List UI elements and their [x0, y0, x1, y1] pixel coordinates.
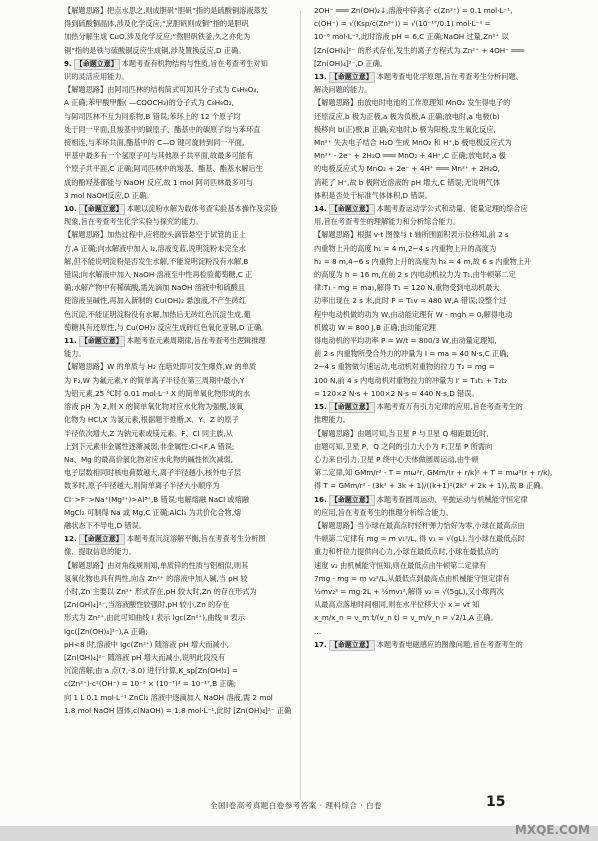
text-line: h₂ = 8 m,4~6 s 内重物上升的高度为 h₃ = 4 m,故 6 s 内重物上升	[314, 256, 532, 266]
text-line: MgCl₂ 可制得 Na 或 Mg,C 正确;AlCl₃ 为共价化合物,熔	[64, 507, 242, 517]
text-line: 重力和杆拉力提供向心力,小球在最低点时,小球在最低点的	[314, 547, 499, 557]
question-9-header	[64, 57, 332, 70]
text-line: 数多时,原子半径越大,则简单离子半径大小顺序为	[64, 481, 220, 491]
text-line: 由题可知,卫星 P、Q 之间的引力大小为 F,卫星 P 所需向	[314, 441, 493, 451]
text-line: 个原子共平面,C 正确;阿司匹林中的羧基、酯基、酯基水解后生	[64, 164, 263, 174]
text-line: 的应用,旨在考查考生的推理分析综合能力。	[314, 507, 453, 517]
question-12-header	[64, 532, 332, 545]
page-number: 15	[486, 794, 506, 810]
question-number: 13.	[314, 72, 327, 82]
text-line: 从最高点落地时间相同,则在水平位移大小 x = vt 知	[314, 600, 480, 610]
text-line: 的高度为 h = 16 m,在前 2 s 内电动机拉力为 T₁,由牛顿第二定	[314, 270, 516, 280]
text-line: ½mv₂² = mg·2L + ½mv₁²,解得 v₂ = √(5gL),又小球两次	[314, 586, 504, 596]
text-line: 得 T = GMm/r² · (3k² + 3k + 1)/((k+1)²(2k² + 2k + 1)),故 B 正确。	[314, 481, 548, 491]
question-15-header	[314, 400, 582, 413]
text-line: [Zn(OH)₄]²⁻,当溶液酸性较强时,pH 较小,Zn 的存在	[64, 600, 230, 610]
tag-label: 【命题立意】	[330, 403, 373, 412]
question-13-header	[314, 70, 582, 83]
text-line: 本题考查沉淀溶解平衡,旨在考查考生分析图	[126, 534, 266, 544]
text-line: 解决问题的能力。	[314, 85, 372, 95]
text-line: A 正确;苯甲酸甲酯( —COOCH₃)的分子式为 C₈H₈O₂,	[64, 98, 234, 108]
text-line: 本题考查万有引力定律的应用,旨在考查考生的	[376, 402, 523, 412]
text-line: 色沉淀,不能证明淀粉没有水解,加热后无砖红色沉淀生成,葡	[64, 309, 251, 319]
text-line: 7mg - mg = m v₂²/L,从最低点到最高点由机械能守恒定律有	[314, 573, 510, 583]
page-footer: 全国Ⅰ卷高考真题白卷参考答案 · 理科综合 · 白卷	[210, 801, 383, 810]
text-line: 【解题思路】当小球在最高点时轻杆弹力恰好为零,小球在最高点由	[314, 520, 525, 530]
text-line: 2OH⁻ ═══ Zn(OH)₂↓,溶液中锌离子 c(Zn²⁺) = 0.1 mol·L⁻¹,	[314, 6, 513, 15]
question-14-header	[314, 202, 582, 215]
text-line: 极移向 b(正)极,B 正确;充电时,b 极为阳极,发生氧化反应,	[314, 124, 496, 134]
text-line: 方,A 正确;向水解液中加入 I₂,溶液变蓝,说明淀粉未完全水	[64, 243, 246, 253]
text-line: 本题以淀粉水解为载体考查实验基本操作及实验	[126, 204, 278, 214]
text-line: Mn²⁺ - 2e⁻ + 2H₂O ═══ MnO₂ + 4H⁺,C 正确;放电时,a 极	[314, 151, 506, 161]
text-line: 接相连,与苯环共面,酯基中的 C—O 键可旋转到同一平面,	[64, 138, 245, 148]
text-line: 还原反应,b 极为正极,a 极为负极,A 正确;放电时,a 电极(b)	[314, 111, 500, 121]
bottom-band	[0, 826, 598, 841]
text-line: Mn²⁺ 失去电子结合 H₂O 生成 MnO₂ 和 H⁺,b 极电极反应式为	[314, 138, 512, 148]
text-line: 【解题思路】根据 v-t 图像与 t 轴所围面积表示位移知,前 2 s	[314, 230, 509, 240]
text-line: 化物为 HCl,X 为氯元素,根据题干推断,X、Y、Z 的原子	[64, 415, 239, 425]
text-line: 速度 v₂ 由机械能守恒知,则在最低点由牛顿第二定律有	[314, 560, 487, 570]
tag-label: 【命题立意】	[330, 73, 373, 82]
text-line: 功率出现在 2 s 末,此时 P = T₁v = 480 W,A 错误;设整个过	[314, 296, 507, 306]
text-line: 小时,Zn 主要以 Zn²⁺ 形式存在,pH 较大时,Zn 的存在形式为	[64, 586, 257, 596]
text-line: 1.8 mol NaOH 固体,c(NaOH) = 1.8 mol·L⁻¹,此时 [Zn(OH)₄]²⁻ 正确	[64, 705, 292, 715]
text-line: [Zn(OH)₄]²⁻ 随溶液 pH 增大而减小,说明此段没有	[64, 652, 226, 662]
question-number: 9.	[64, 58, 72, 68]
text-line: c(OH⁻) = √(Ksp/c(Zn²⁺)) = √(10⁻¹⁷/0.1) mol·L⁻¹ =	[314, 19, 491, 29]
text-line: 机做功 W = 800 J,B 正确;由动能定理	[314, 322, 436, 332]
tag-label: 【命题立意】	[330, 205, 373, 214]
text-line: 现象,旨在考查考生化学实验与探究的能力。	[64, 217, 203, 227]
tag-label: 【命题立意】	[330, 495, 373, 504]
text-line: 用,旨在考查考生的理解能力和分析综合能力。	[314, 217, 461, 227]
text-line: 本题考查有机物结构与性质,旨在考查考生对知	[121, 58, 268, 68]
text-line: 萄糖具有还原性,与 Cu(OH)₂ 反应生成砖红色氧化亚铜,D 正确。	[64, 322, 269, 332]
text-line: 心力来自引力,卫星 P 绕中心天体做圆周运动,由牛顿	[314, 454, 479, 464]
text-line: 【解题思路】把点水思之,则成胆矾“胆矾”指的是硫酸铜溶液蒸发	[64, 6, 268, 15]
text-line: 第二定律,知 GMm/r² - T = mω²r, GMm/(r + r/k)² + T = mω²(r + r/k),	[314, 468, 553, 478]
text-line: 前 2 s 内重物所受合外力的冲量为 I = ma = 40 N·s,C 正确;	[314, 349, 509, 359]
text-line: Na、Mg 的最高价氧化物对应水化物的碱性依次减弱,	[64, 454, 233, 464]
text-line: 处于同一平面,且羧基中的碳原子、酯基中的碳原子均与苯环直	[64, 124, 261, 134]
text-line: 半径依次增大,Z 为钠元素或镁元素。F、Cl 同主族,从	[64, 428, 233, 438]
text-line: pH<8 时,溶液中 lgc(Zn²⁺) 随溶液 pH 增大而减小,	[64, 639, 230, 649]
text-line: lgc([Zn(OH)₄]²⁻),A 正确;	[64, 626, 148, 636]
question-number: 12.	[64, 534, 77, 544]
text-line: 沉淀溶解;由 a 点(7,-3.0) 进行计算,K_sp[Zn(OH)₂] =	[64, 666, 238, 676]
text-line: 溶液 pH 为 2,则 X 的简单氧化物对应水化物为强酸,该氧	[64, 402, 244, 412]
text-line: 【解题思路】由题可知,当卫星 P 与卫星 Q 相距最近时,	[314, 428, 489, 438]
text-line: 程中电动机做的功为 W,由动能定理有 W - mgh = 0,解得电动	[314, 309, 513, 319]
text-line: 与阿司匹林不互为同系物,B 错误;苯环上的 12 个原子均	[64, 111, 241, 121]
text-line: 得电动机的平均功率 P = W/t = 800/3 W,由动量定理知,	[314, 336, 497, 346]
text-line: 本题考查电磁感应的图像问题,旨在考查考生的	[376, 639, 523, 649]
text-line: 律:T₁ - mg = ma₁,解得 T₁ = 120 N,重物受到电动机最大	[314, 283, 500, 293]
text-line: 甲基中最多有一个氢原子可与其他原子共平面,故最多可能有	[64, 151, 254, 161]
text-line: 铜”指的是铁与硫酸铜反应生成铜,涉及置换反应,D 正确。	[64, 45, 246, 55]
question-11-header	[64, 334, 332, 347]
text-line: 内重物上升的高度 h₁ = 4 m,2~4 s 内重物上升的高度为	[314, 243, 497, 253]
tag-label: 【命题立意】	[330, 640, 373, 649]
text-line: 识的灵活应用能力。	[64, 72, 129, 82]
text-line: 加热分解生成 CuO,涉及化学反应;“熬胆矾铁釜,久之亦化为	[64, 32, 251, 42]
text-line: 【解题思路】加热过程中,应将胶头滴管悬空于试管的正上	[64, 230, 246, 240]
question-number: 10.	[64, 204, 77, 214]
text-line: 推理能力。	[314, 415, 350, 425]
watermark-text: MXQE.COM	[514, 823, 590, 837]
question-number: 15.	[314, 402, 327, 412]
text-line: 【解题思路】由对角线规则知,单质锌的性质与铝相似,则其	[64, 560, 249, 570]
text-line: 100 N,前 4 s 内电动机对重物拉力的冲量为 I' = T₁t₁ + T₂t₂	[314, 375, 507, 385]
text-line: 确;水解产物中有稀硫酸,需先滴加 NaOH 溶液中和硫酸且	[64, 283, 246, 293]
question-16-header	[314, 493, 582, 506]
text-line: 3 mol NaOH反应,D 正确。	[64, 190, 154, 200]
text-line: 的电极反应式为 MnO₂ + 2e⁻ + 4H⁺ ═══ Mn²⁺ + 2H₂O,	[314, 164, 501, 174]
text-line: 本题考查元素周期律,旨在考查考生逻辑推理	[126, 336, 266, 346]
text-line: c(Zn²⁺)·c²(OH⁻) = 10⁻³ × (10⁻⁷)² = 10⁻¹⁷,B 正确;	[64, 679, 237, 689]
left-column	[64, 4, 332, 717]
text-line: 上到下元素非金属性逐渐减弱,非金属性:Cl<F,A 错误;	[64, 441, 235, 451]
text-line: [Zn(OH)₄]²⁻ 的形式存在,发生的离子方程式为 Zn²⁺ + 4OH⁻ ═══	[314, 45, 525, 55]
text-line: 本题考查电化学原理,旨在考查考生分析问题、	[376, 72, 523, 82]
text-line: 形式为 Zn²⁺,由此可知曲线 I 表示 lgc(Zn²⁺),曲线 II 表示	[64, 613, 245, 623]
text-line: 电子层数相同时核电荷数越大,离子半径越小,核外电子层	[64, 468, 242, 478]
text-line: 【解题思路】W 的单质与 H₂ 在暗处即可发生爆炸,W 的单质	[64, 362, 257, 372]
question-number: 16.	[314, 494, 327, 504]
text-line: 像、提取信息的能力。	[64, 547, 136, 557]
question-number: 11.	[64, 336, 77, 346]
text-line: 错误;向水解液中加入 NaOH 溶液至中性再检验葡萄糖,C 正	[64, 270, 253, 280]
text-line: 2~4 s 重物做匀速运动,电动机对重物的拉力 T₂ = mg =	[314, 362, 495, 372]
text-line: …	[314, 626, 322, 636]
text-line: 体积是否处于标准气体体积,D 错误。	[314, 190, 432, 200]
text-line: 解,但不能说明淀粉是否发生水解,不能说明淀粉没有水解,B	[64, 256, 249, 266]
text-line: 向 1 L 0.1 mol·L⁻¹ ZnCl₂ 溶液中逐滴加入 NaOH 溶液,需 2 mol	[64, 692, 273, 702]
text-line: 消耗了 H⁺,故 b 极附近溶液的 pH 增大,C 错误;无说明气体	[314, 177, 501, 187]
text-line: 融状态下不导电,D 错误。	[64, 520, 146, 530]
text-line: = 120×2 N·s + 100×2 N·s = 440 N·s,D 错误。	[314, 388, 479, 398]
text-line: 成的酚羟基都能与 NaOH 反应,故 1 mol 阿司匹林最多可与	[64, 177, 254, 187]
text-line: 牛顿第二定律有 mg = m v₁²/L, 得 v₁ = √(gL),当小球在最低点时	[314, 534, 525, 544]
text-line: 为铝元素,25 ℃时 0.01 mol·L⁻¹ X 的简单氧化物形成的水	[64, 388, 251, 398]
text-line: 本题考查圆周运动、平抛运动与机械能守恒定律	[376, 494, 528, 504]
question-number: 14.	[314, 204, 327, 214]
text-line: 10⁻⁸ mol·L⁻¹,此时溶液 pH = 6,C 正确;NaOH 过量,Zn²⁺ 以	[314, 32, 509, 42]
text-line: 本题考查运动学公式和动量、能量定理的综合应	[376, 204, 528, 214]
text-line: 【解题思路】由放电时电池的工作原理知 MnO₂ 发生得电子的	[314, 98, 511, 108]
question-number: 17.	[314, 639, 327, 649]
text-line: 得到硫酸铜晶体,涉及化学反应;“烹胆矾则成铜”指的是胆矾	[64, 19, 249, 29]
question-10-header	[64, 202, 332, 215]
tag-label: 【命题立意】	[80, 205, 123, 214]
question-17-header	[314, 638, 582, 651]
tag-label: 【命题立意】	[80, 535, 123, 544]
text-line: 能力。	[64, 349, 86, 359]
text-line: 【解题思路】由阿司匹林的结构简式可知其分子式为 C₉H₈O₄,	[64, 85, 259, 95]
right-column	[314, 4, 582, 651]
text-line: Cl⁻>F⁻>Na⁺(Mg²⁺)>Al³⁺,B 错误;电解熔融 NaCl 或熔融	[64, 494, 249, 504]
tag-label: 【命题立意】	[80, 337, 123, 346]
text-line: 氢氧化物也具有两性,向含 Zn²⁺ 的溶液中加入碱,当 pH 较	[64, 573, 248, 583]
text-line: x_m/x_n = v_m t/(v_n t) = v_m/v_n = √2/1,A 正确。	[314, 613, 498, 623]
text-line: [Zn(OH)₄]²⁻,D 正确。	[314, 58, 387, 68]
tag-label: 【命题立意】	[75, 59, 118, 68]
text-line: 使溶液呈碱性,再加入新制的 Cu(OH)₂ 悬浊液,不产生砖红	[64, 296, 247, 306]
text-line: 为 F₂,W 为氟元素,Y 的简单离子半径在第三周期中最小,Y	[64, 375, 245, 385]
